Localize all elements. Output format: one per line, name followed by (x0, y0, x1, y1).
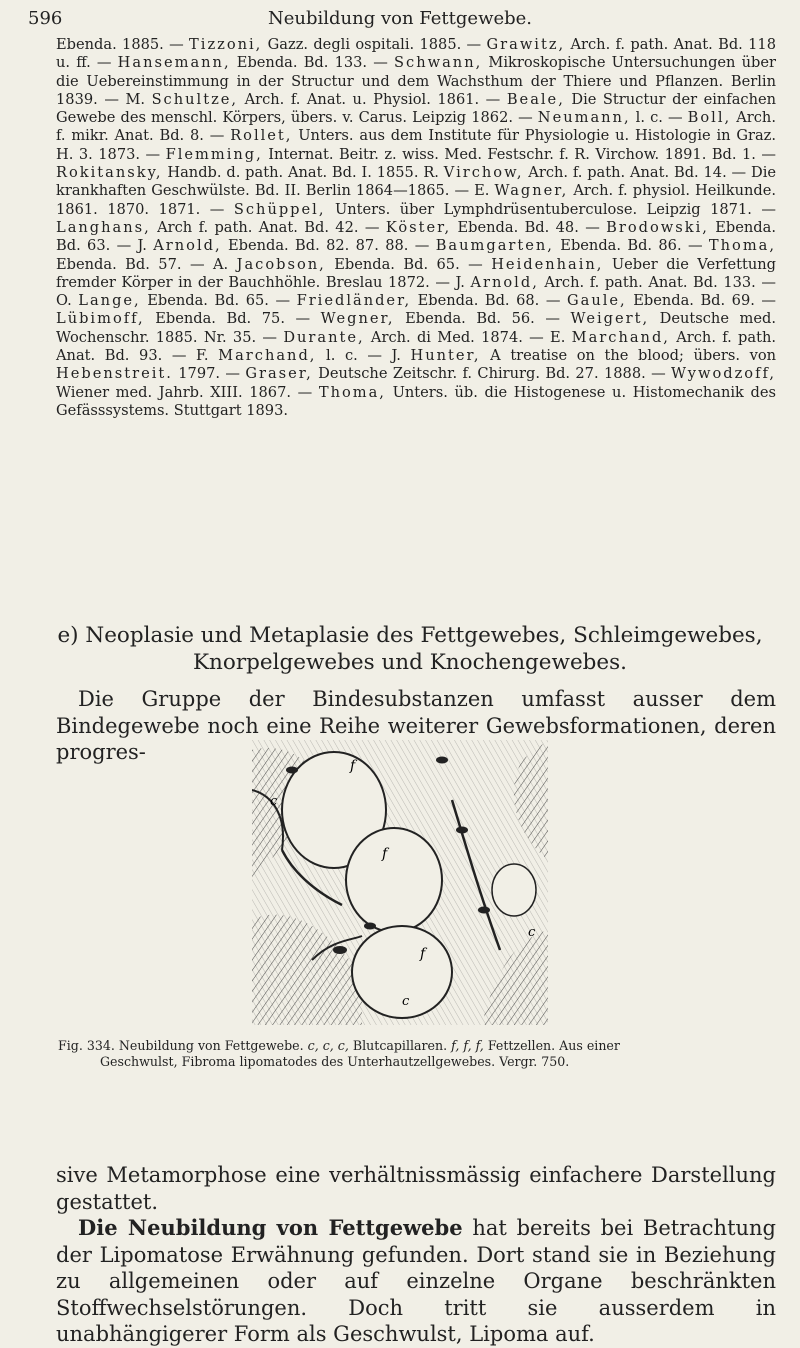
reference-author: Wegner, (320, 310, 395, 328)
label-c-left: c (270, 794, 278, 809)
reference-author: Weigert, (570, 310, 650, 328)
fat-cell-4 (492, 864, 536, 916)
reference-text: Arch. f. mikr. Anat. Bd. 8. — (56, 109, 776, 145)
reference-author: Friedländer, (296, 292, 412, 310)
reference-text: Arch f. path. Anat. Bd. 42. — (150, 218, 386, 236)
reference-author: Marchand, (571, 328, 670, 346)
reference-text: Arch. f. Anat. u. Physiol. 1861. — (238, 90, 507, 108)
reference-author: Arnold, (470, 273, 539, 291)
paragraph-neubildung (56, 1162, 776, 1348)
paragraph-rest: hat bereits bei Betrachtung der Lipomatose Erwähnung gefunden. Dort stand sie in Beziehung zu allgemeinen oder auf einzelne Organe beschränkten Stoffwechselstörungen. Doch tritt sie ausserdem in unabhängigerer Form als Geschwulst, Lipoma auf. (56, 1216, 776, 1346)
reference-author: Jacobson, (236, 255, 326, 273)
reference-text: Ebenda. Bd. 86. — (553, 237, 709, 255)
reference-author: Hebenstreit. (56, 365, 173, 383)
reference-text: Ebenda. Bd. 68. — (411, 292, 567, 310)
reference-text: Arch. f. path. Anat. Bd. 14. — Die krankhaften Geschwülste. Bd. II. Berlin 1864—1865. — E. (56, 164, 776, 200)
reference-author: Brodowski, (606, 218, 709, 236)
reference-author: Lübimoff, (56, 310, 145, 328)
section-heading-line-1: e) Neoplasie und Metaplasie des Fettgewebes, Schleimgewebes, (57, 623, 763, 648)
label-c-right: c (528, 925, 536, 940)
fat-cell-2 (346, 828, 442, 932)
reference-text: Arch. f. path. Anat. Bd. 118 u. ff. — (56, 36, 776, 72)
paragraph-continuation: sive Metamorphose eine verhältnissmässig einfachere Darstellung gestattet. (56, 1163, 776, 1214)
section-heading (30, 622, 790, 676)
reference-text: Die Structur der einfachen Gewebe des menschl. Körpers, übers. v. Carus. Leipzig 1862. — (56, 90, 777, 127)
reference-author: Tizzoni, (189, 36, 263, 53)
reference-author: Marchand, (218, 347, 317, 365)
reference-author: Schwann, (394, 54, 483, 72)
reference-text: Ebenda. Bd. 82. 87. 88. — (221, 237, 436, 255)
reference-text: l. c. — J. (316, 347, 411, 365)
reference-text: Ebenda. Bd. 133. — (230, 54, 395, 72)
reference-text: Ebenda. Bd. 69. — (626, 292, 777, 310)
caption-f-text: Fettzellen. (487, 1038, 556, 1053)
reference-author: Köster, (385, 218, 452, 236)
reference-author: Arnold, (153, 237, 222, 255)
reference-author: Beale, (506, 90, 565, 108)
reference-author: Baumgarten, (435, 237, 554, 255)
reference-text: Internat. Beitr. z. wiss. Med. Festschr. f. R. Virchow. 1891. Bd. 1. — (262, 145, 777, 163)
reference-author: Wywodzoff, (671, 365, 776, 383)
reference-text: l. c. — (630, 109, 688, 127)
caption-title: Neubildung von Fettgewebe. (118, 1038, 304, 1053)
caption-c-text: Blutcapillaren. (352, 1038, 448, 1053)
figure-caption (58, 1038, 778, 1070)
page-header (28, 0, 772, 36)
reference-author: Schultze, (151, 90, 239, 108)
reference-author: Rollet, (230, 127, 293, 145)
reference-author: Thoma, (318, 383, 386, 401)
reference-text: Arch. f. path. Anat. Bd. 133. — O. (56, 273, 776, 310)
label-f-middle: f (382, 846, 388, 862)
reference-text: Ebenda. Bd. 75. — (144, 310, 321, 328)
reference-text: Handb. d. path. Anat. Bd. I. 1855. R. (162, 164, 444, 182)
reference-author: Neumann, (537, 109, 631, 127)
reference-author: Thoma, (708, 237, 777, 255)
reference-text: Unters. aus dem Institute für Physiologie u. Histologie in Graz. H. 3. 1873. — (56, 127, 776, 163)
reference-text: 1797. — (172, 365, 246, 383)
reference-text: Ebenda. 1885. — (56, 36, 190, 53)
label-c-bottom: c (402, 994, 410, 1009)
reference-text: Deutsche med. Wochenschr. 1885. Nr. 35. — (56, 310, 776, 346)
reference-author: Grawitz, (486, 36, 566, 53)
page-number: 596 (28, 8, 63, 29)
reference-author: Heidenhain, (491, 255, 604, 273)
caption-c-label: c, c, c, (307, 1038, 349, 1053)
reference-author: Graser, (245, 365, 313, 383)
reference-author: Hansemann, (117, 54, 231, 72)
reference-text: Wiener med. Jahrb. XIII. 1867. — (56, 383, 319, 401)
reference-text: Deutsche Zeitschr. f. Chirurg. Bd. 27. 1888. — (312, 365, 672, 383)
reference-text: Ueber die Verfettung fremder Körper in der Bauchhöhle. Breslau 1872. — J. (56, 255, 776, 291)
caption-f-label: f, f, f, (451, 1038, 484, 1053)
paragraph-intro: Die Gruppe der Bindesubstanzen umfasst ausser dem Bindegewebe noch eine Reihe weiterer Gewebsformationen, deren progres- (56, 687, 776, 764)
bibliography-references (56, 36, 776, 420)
label-f-top: f (350, 758, 356, 774)
reference-author: Schüppel, (233, 200, 326, 218)
reference-text: Ebenda. Bd. 56. — (394, 310, 571, 328)
reference-author: Virchow, (443, 164, 524, 182)
reference-text: Unters. über Lymphdrüsentuberculose. Leipzig 1871. — (325, 200, 776, 218)
reference-text: Ebenda. Bd. 65. — (325, 255, 492, 273)
reference-text: Mikroskopische Untersuchungen über die Uebereinstimmung in der Structur und dem Wachsthum der Thiere und Pflanzen. Berlin 1839. — M. (56, 54, 776, 108)
reference-author: Wagner, (494, 182, 569, 200)
reference-text: Ebenda. Bd. 65. — (140, 292, 297, 310)
reference-author: Langhans, (56, 218, 151, 236)
reference-text: Ebenda. Bd. 57. — A. (56, 255, 237, 273)
reference-text: Ebenda. Bd. 63. — J. (56, 218, 776, 255)
caption-line-2: Geschwulst, Fibroma lipomatodes des Unterhautzellgewebes. Vergr. 750. (100, 1054, 570, 1069)
section-heading-line-2: Knorpelgewebes und Knochengewebes. (192, 650, 628, 675)
reference-text: Arch. f. path. Anat. Bd. 93. — F. (56, 328, 777, 365)
caption-source: Aus einer (559, 1038, 620, 1053)
reference-author: Lange, (78, 292, 141, 310)
reference-text: Gazz. degli ospitali. 1885. — (262, 36, 487, 53)
caption-figure-number: Fig. 334. (58, 1038, 115, 1053)
reference-text: Arch. di Med. 1874. — E. (364, 328, 572, 346)
label-f-bottom: f (420, 946, 426, 962)
reference-author: Boll, (687, 109, 732, 127)
figure-fat-tissue-illustration (252, 740, 548, 1025)
reference-text: Unters. üb. die Histogenese u. Histomechanik des Gefässsystems. Stuttgart 1893. (56, 383, 776, 419)
reference-author: Hunter, (410, 347, 481, 365)
paragraph-lead-bold: Die Neubildung von Fettgewebe (78, 1215, 463, 1240)
reference-text: Ebenda. Bd. 48. — (451, 218, 607, 236)
reference-author: Gaule, (566, 292, 627, 310)
reference-author: Flemming, (165, 145, 263, 163)
reference-author: Rokitansky, (56, 164, 163, 182)
reference-author: Durante, (283, 328, 365, 346)
reference-text: A treatise on the blood; übers. von (480, 347, 777, 365)
reference-text: Arch. f. physiol. Heilkunde. 1861. 1870. 1871. — (56, 182, 776, 218)
running-title: Neubildung von Fettgewebe. (267, 8, 533, 29)
